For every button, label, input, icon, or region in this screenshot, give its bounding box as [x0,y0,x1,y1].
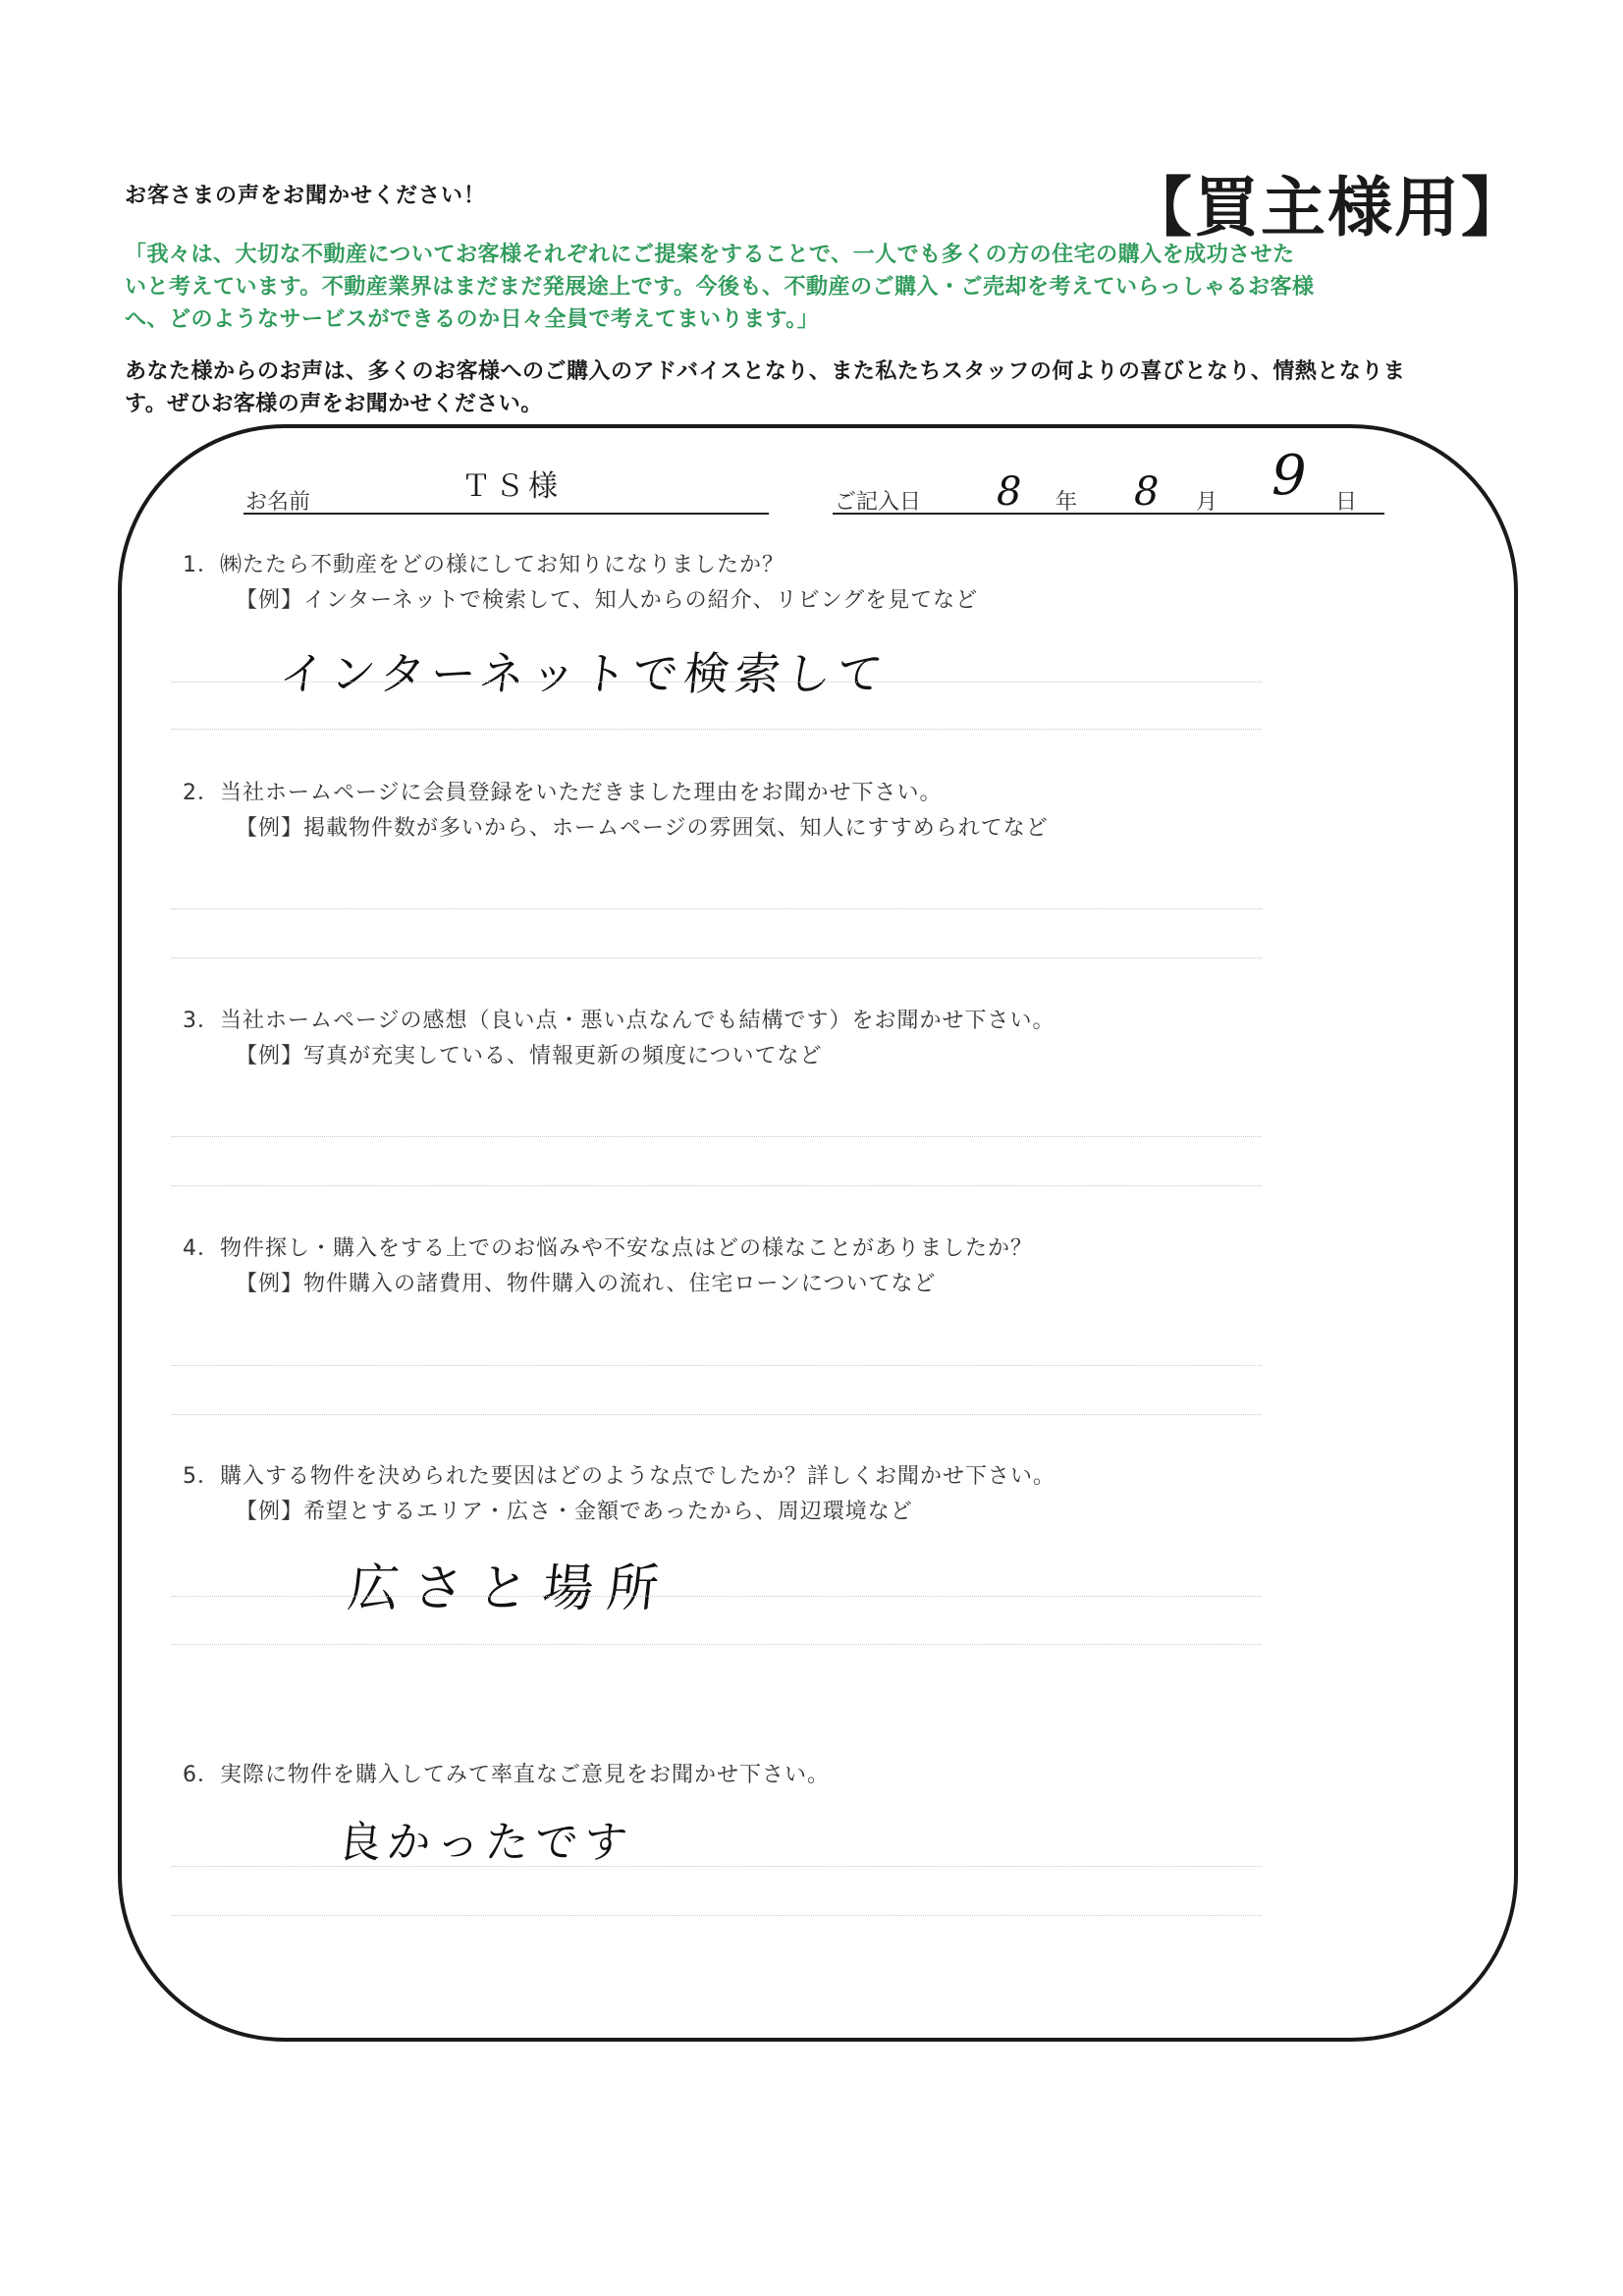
question-6: 6．実際に物件を購入してみて率直なご意見をお聞かせ下さい。 [183,1763,830,1787]
question-4-example: 【例】物件購入の諸費用、物件購入の流れ、住宅ローンについてなど [236,1272,937,1296]
question-2-example: 【例】掲載物件数が多いから、ホームページの雰囲気、知人にすすめられてなど [236,816,1049,841]
question-4: 4．物件探し・購入をする上でのお悩みや不安な点はどの様なことがありましたか？ [183,1236,1033,1261]
question-6-answer[interactable]: 良かったです [335,1818,636,1868]
question-5-example: 【例】希望とするエリア・広さ・金額であったから、周辺環境など [236,1500,913,1524]
question-3-example: 【例】写真が充実している、情報更新の頻度についてなど [236,1044,823,1068]
year-value[interactable]: 8 [997,469,1022,515]
question-2: 2．当社ホームページに会員登録をいただきました理由をお聞かせ下さい。 [183,781,943,805]
answer-line [172,1365,1262,1366]
question-3: 3．当社ホームページの感想（良い点・悪い点なんでも結構です）をお聞かせ下さい。 [183,1009,1055,1033]
question-5: 5．購入する物件を決められた要因はどのような点でしたか？詳しくお聞かせ下さい。 [183,1464,1055,1489]
question-1-example: 【例】インターネットで検索して、知人からの紹介、リビングを見てなど [236,588,979,613]
name-underline [243,513,769,515]
answer-line [172,729,1262,730]
company-message-line: いと考えています。不動産業界はまだまだ発展途上です。今後も、不動産のご購入・ご売却を考えていらっしゃるお客様 [125,275,1315,300]
name-label: お名前 [245,490,311,515]
company-message-line: 「我々は、大切な不動産についてお客様それぞれにご提案をすることで、一人でも多くの方の住宅の購入を成功させた [125,243,1295,267]
company-message-line: へ、どのようなサービスができるのか日々全員で考えてまいります。」 [125,307,820,332]
answer-line [172,1414,1262,1415]
answer-line [172,1136,1262,1137]
answer-line [172,1596,1262,1597]
answer-line [172,908,1262,909]
answer-line [172,1915,1262,1916]
question-5-answer[interactable]: 広さと場所 [345,1559,676,1618]
year-unit: 年 [1055,490,1078,515]
month-value[interactable]: 8 [1134,469,1160,515]
answer-line [172,957,1262,958]
day-unit: 日 [1335,490,1358,515]
name-value[interactable]: ＴＳ様 [461,469,562,504]
request-message [125,355,1519,420]
company-message [125,239,1519,336]
intro-heading: お客さまの声をお聞かせください！ [125,184,487,208]
answer-line [172,682,1262,683]
day-value[interactable]: 9 [1271,444,1307,508]
buyer-form-badge: 【買主様用】 [1127,170,1528,246]
date-underline [833,513,1384,515]
request-message-line: あなた様からのお声は、多くのお客様へのご購入のアドバイスとなり、また私たちスタッフの何よりの喜びとなり、情熱となりま [125,359,1406,384]
month-unit: 月 [1196,490,1218,515]
answer-line [172,1866,1262,1867]
question-1-answer[interactable]: インターネットで検索して [276,647,892,700]
answer-line [172,1644,1262,1645]
answer-line [172,1185,1262,1186]
request-message-line: す。ぜひお客様の声をお聞かせください。 [125,392,543,416]
question-1: 1．㈱たたら不動産をどの様にしてお知りになりましたか？ [183,553,784,577]
date-label: ご記入日 [835,490,922,515]
